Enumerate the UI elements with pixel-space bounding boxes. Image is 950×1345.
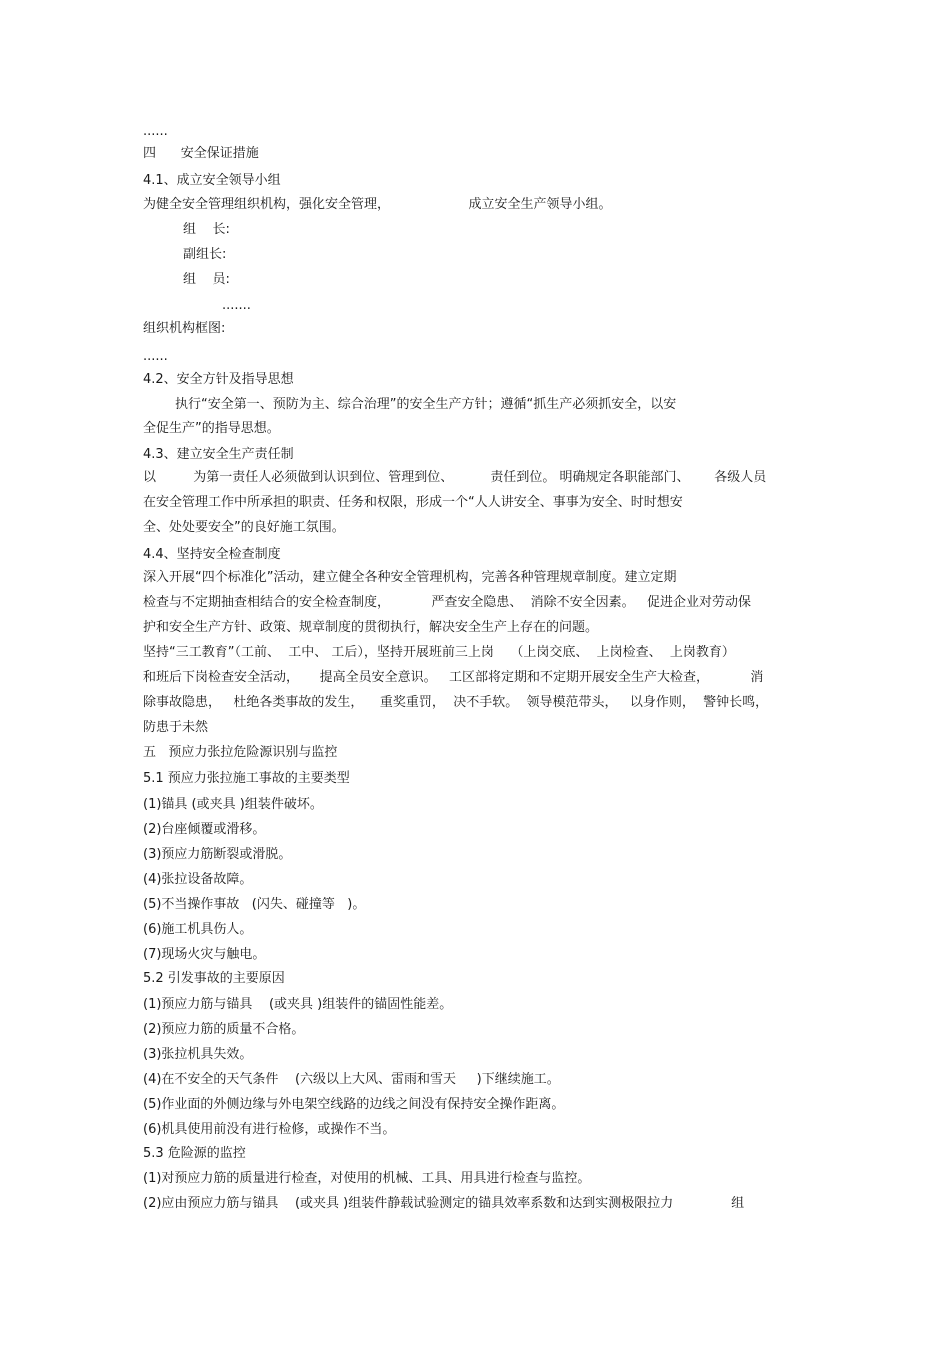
text-line: 和班后下岗检查安全活动， 提高全员安全意识。 工区部将定期和不定期开展安全生产大检查， 消: [143, 670, 764, 685]
section-heading: 五 预应力张拉危险源识别与监控: [143, 745, 338, 760]
list-item: (2)预应力筋的质量不合格。: [143, 1022, 305, 1037]
text-line: 组织机构框图:: [143, 321, 226, 336]
list-item: (1)对预应力筋的质量进行检查，对使用的机械、工具、用具进行检查与监控。: [143, 1171, 591, 1186]
text-line: 防患于未然: [143, 720, 209, 735]
subsection-heading: 4.1、成立安全领导小组: [143, 173, 281, 188]
list-item: (5)作业面的外侧边缘与外电架空线路的边线之间没有保持安全操作距离。: [143, 1097, 565, 1112]
text-line: 除事故隐患， 杜绝各类事故的发生， 重奖重罚， 决不手软。 领导模范带头， 以身作则， 警钟长鸣，: [143, 695, 769, 710]
text-line: .......: [222, 298, 251, 313]
subsection-heading: 5.1 预应力张拉施工事故的主要类型: [143, 771, 350, 786]
text-line: ......: [143, 124, 168, 139]
list-item: (3)预应力筋断裂或滑脱。: [143, 847, 292, 862]
list-item: (4)在不安全的天气条件 (六级以上大风、雷雨和雪天 )下继续施工。: [143, 1072, 560, 1087]
text-line: 坚持“三工教育”（工前、 工中、 工后），坚持开展班前三上岗 （上岗交底、 上岗检查、 上岗教育）: [143, 645, 735, 660]
text-line: 护和安全生产方针、政策、规章制度的贯彻执行，解决安全生产上存在的问题。: [143, 620, 599, 635]
list-item: (3)张拉机具失效。: [143, 1047, 253, 1062]
subsection-heading: 5.2 引发事故的主要原因: [143, 971, 285, 986]
text-line: 全促生产”的指导思想。: [143, 421, 280, 436]
list-item: (6)施工机具伤人。: [143, 922, 253, 937]
list-item: (2)台座倾覆或滑移。: [143, 822, 266, 837]
subsection-heading: 5.3 危险源的监控: [143, 1146, 246, 1161]
text-line: 为健全安全管理组织机构，强化安全管理， 成立安全生产领导小组。: [143, 197, 612, 212]
list-item: (7)现场火灾与触电。: [143, 947, 266, 962]
text-line: 组 长:: [183, 222, 230, 237]
subsection-heading: 4.4、坚持安全检查制度: [143, 547, 281, 562]
list-item: (6)机具使用前没有进行检修，或操作不当。: [143, 1122, 396, 1137]
text-line: ......: [143, 349, 168, 364]
text-line: 深入开展“四个标准化”活动，建立健全各种安全管理机构，完善各种管理规章制度。建立定期: [143, 570, 677, 585]
list-item: (1)预应力筋与锚具 (或夹具 )组装件的锚固性能差。: [143, 997, 453, 1012]
text-line: 以 为第一责任人必须做到认识到位、管理到位、 责任到位。 明确规定各职能部门、 各级人员: [143, 470, 767, 485]
subsection-heading: 4.3、建立安全生产责任制: [143, 447, 294, 462]
text-line: 组 员:: [183, 272, 230, 287]
subsection-heading: 4.2、安全方针及指导思想: [143, 372, 294, 387]
text-line: 在安全管理工作中所承担的职责、任务和权限，形成一个“人人讲安全、事事为安全、时时想安: [143, 495, 683, 510]
list-item: (5)不当操作事故 (闪失、碰撞等 )。: [143, 897, 366, 912]
text-line: 执行“安全第一、预防为主、综合治理”的安全生产方针；遵循“抓生产必须抓安全，以安: [175, 397, 677, 412]
list-item: (2)应由预应力筋与锚具 (或夹具 )组装件静载试验测定的锚具效率系数和达到实测极限拉力 组: [143, 1196, 745, 1211]
text-line: 检查与不定期抽查相结合的安全检查制度， 严查安全隐患、 消除不安全因素。 促进企业对劳动保: [143, 595, 751, 610]
list-item: (1)锚具 (或夹具 )组装件破坏。: [143, 797, 323, 812]
section-heading: 四 安全保证措施: [143, 146, 259, 161]
text-line: 全、处处要安全”的良好施工氛围。: [143, 520, 345, 535]
text-line: 副组长:: [183, 247, 227, 262]
list-item: (4)张拉设备故障。: [143, 872, 253, 887]
